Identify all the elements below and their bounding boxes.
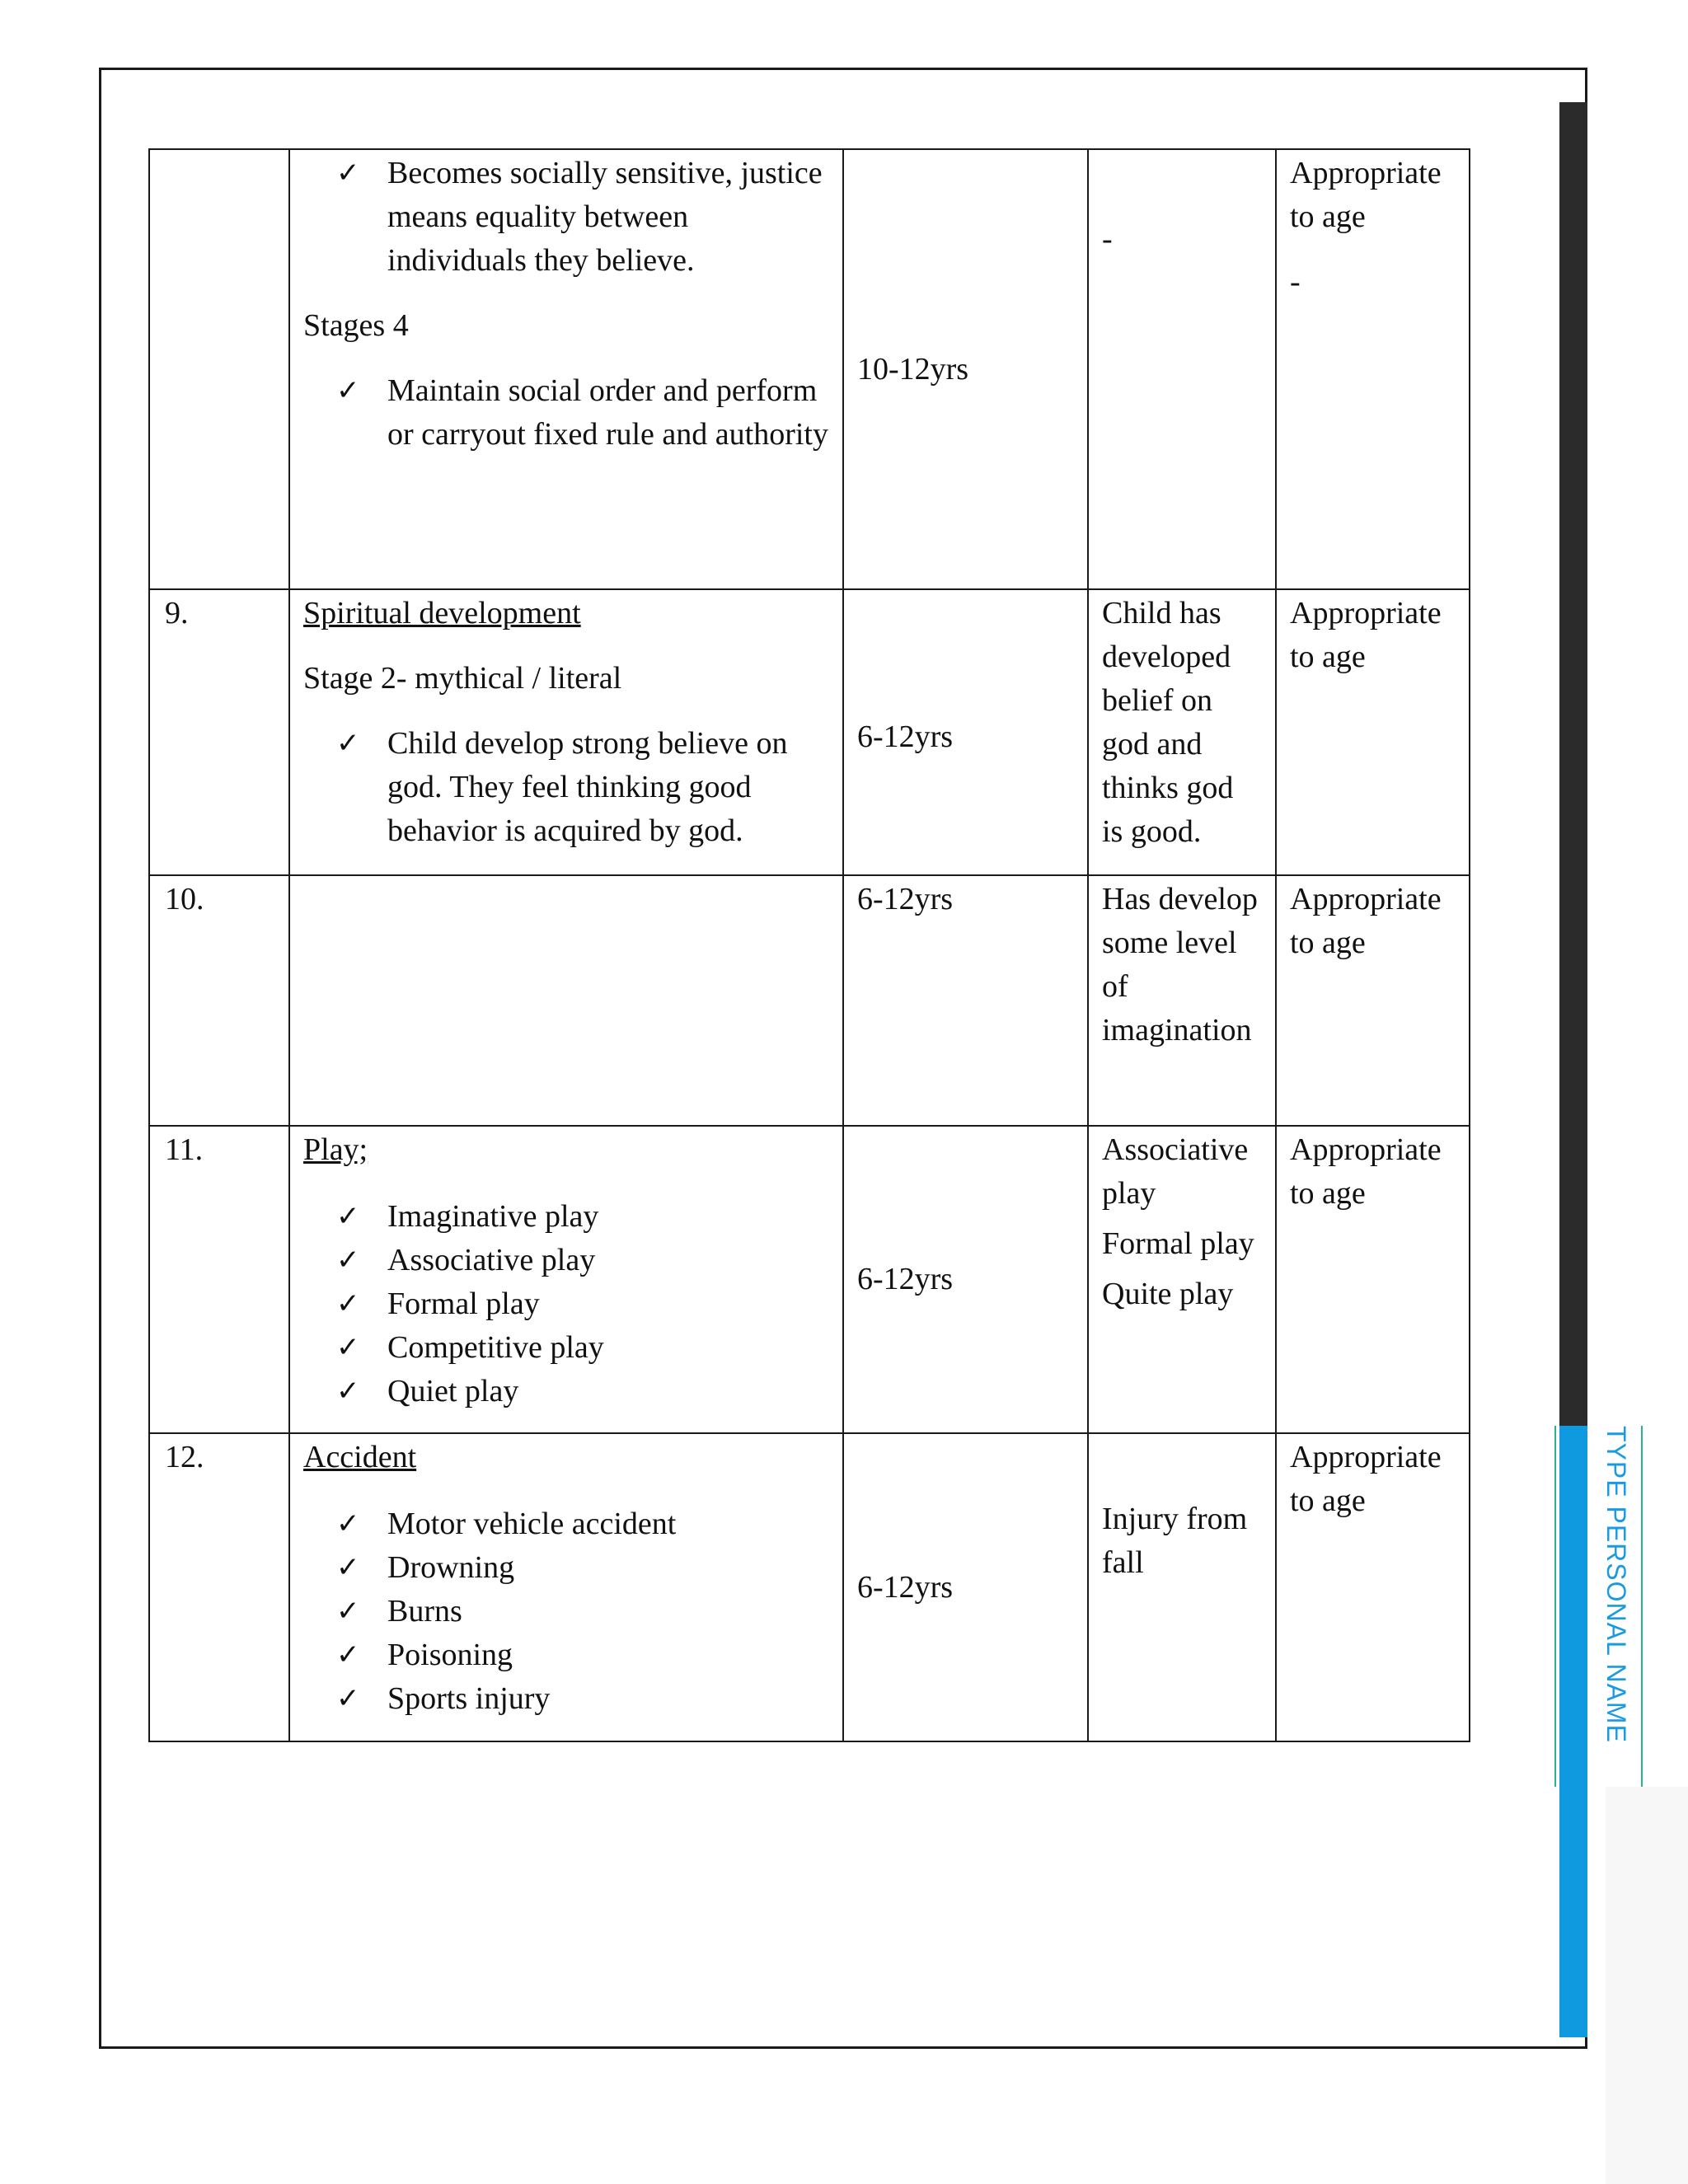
age-cell [843, 1126, 1088, 1433]
age-value: 6-12yrs [857, 882, 954, 916]
list-item-text: Quiet play [387, 1374, 519, 1408]
observation-text: Associative play [1102, 1132, 1249, 1211]
description-cell [289, 1126, 843, 1433]
row-number: 9. [165, 596, 189, 630]
list-item [336, 1282, 829, 1326]
table-row [149, 1433, 1470, 1741]
row-number-cell [149, 149, 289, 589]
observation-cell [1088, 1433, 1276, 1741]
table-row [149, 875, 1470, 1126]
list-item [336, 1370, 829, 1413]
age-value: 6-12yrs [857, 1569, 954, 1605]
check-icon: ✓ [336, 1244, 360, 1277]
observation-cell [1088, 875, 1276, 1126]
list-item-text: Motor vehicle accident [387, 1507, 677, 1541]
sidebar-accent-line [1641, 1426, 1643, 1787]
row-number: 11. [165, 1132, 204, 1167]
check-icon: ✓ [336, 157, 360, 190]
check-icon: ✓ [336, 1200, 360, 1233]
check-icon: ✓ [336, 1375, 360, 1408]
row-number: 10. [165, 882, 204, 916]
check-icon: ✓ [336, 1638, 360, 1671]
row-number-cell [149, 1433, 289, 1741]
age-cell [843, 1433, 1088, 1741]
checklist [303, 1502, 829, 1721]
remark-cell [1276, 1433, 1470, 1741]
list-item [336, 1502, 829, 1546]
sidebar-personal-name[interactable]: TYPE PERSONAL NAME [1601, 1426, 1631, 1743]
list-item [336, 1326, 829, 1370]
remark-text: Appropriate to age [1290, 156, 1442, 234]
list-item-text: Poisoning [387, 1638, 513, 1672]
check-icon: ✓ [336, 727, 360, 760]
list-item [336, 1195, 829, 1239]
development-table [148, 148, 1470, 1742]
list-item [336, 152, 829, 283]
list-item [336, 1633, 829, 1677]
age-cell [843, 875, 1088, 1126]
list-item-text: Formal play [387, 1286, 540, 1321]
list-item [336, 1546, 829, 1590]
row-number-cell [149, 589, 289, 875]
observation-text: Child has developed belief on god and thinks god is good. [1102, 596, 1234, 849]
remark-text: Appropriate to age [1290, 1440, 1442, 1518]
table-row [149, 1126, 1470, 1433]
description-cell [289, 1433, 843, 1741]
sidebar-light-strip [1606, 1787, 1688, 2184]
remark-cell [1276, 149, 1470, 589]
checklist [303, 369, 829, 457]
remark-cell [1276, 589, 1470, 875]
observation-text: Injury from fall [1102, 1502, 1248, 1580]
check-icon: ✓ [336, 1331, 360, 1364]
section-heading: Spiritual development [303, 596, 581, 630]
list-item [336, 369, 829, 457]
age-cell [843, 589, 1088, 875]
list-item [336, 1677, 829, 1721]
check-icon: ✓ [336, 1595, 360, 1628]
remark-cell [1276, 1126, 1470, 1433]
list-item [336, 1239, 829, 1282]
sidebar-accent-line [1554, 1426, 1556, 1787]
list-item [336, 722, 829, 853]
age-value: 10-12yrs [857, 351, 969, 387]
stage-label: Stage 2- mythical / literal [303, 661, 622, 696]
checklist [303, 152, 829, 283]
list-item-text: Associative play [387, 1243, 596, 1277]
row-number-cell [149, 1126, 289, 1433]
list-item-text: Competitive play [387, 1330, 604, 1365]
observation-text: - [1102, 222, 1113, 256]
section-heading: Play; [303, 1132, 368, 1167]
observation-cell [1088, 1126, 1276, 1433]
list-item-text: Child develop strong believe on god. They feel thinking good behavior is acquired by god. [387, 726, 788, 848]
age-value: 6-12yrs [857, 1262, 954, 1296]
checklist [303, 722, 829, 853]
remark-cell [1276, 875, 1470, 1126]
check-icon: ✓ [336, 374, 360, 407]
table-row [149, 589, 1470, 875]
table-row [149, 149, 1470, 589]
check-icon: ✓ [336, 1551, 360, 1584]
list-item-text: Sports injury [387, 1681, 551, 1716]
list-item-text: Drowning [387, 1550, 515, 1585]
observation-text: Quite play [1102, 1277, 1234, 1311]
observation-text: Has develop some level of imagination [1102, 882, 1258, 1047]
age-value: 6-12yrs [857, 719, 954, 754]
description-cell [289, 875, 843, 1126]
stage-label: Stages 4 [303, 308, 409, 343]
row-number [150, 150, 288, 153]
observation-cell [1088, 589, 1276, 875]
remark-secondary: - [1290, 265, 1301, 299]
row-number: 12. [165, 1440, 204, 1474]
list-item [336, 1590, 829, 1633]
remark-text: Appropriate to age [1290, 596, 1442, 674]
list-item-text: Maintain social order and perform or carryout fixed rule and authority [387, 373, 828, 452]
description-cell [289, 589, 843, 875]
sidebar-dark-bar [1559, 102, 1587, 1426]
age-cell [843, 149, 1088, 589]
list-item-text: Becomes socially sensitive, justice means equality between individuals they believe. [387, 156, 823, 278]
remark-text: Appropriate to age [1290, 1132, 1442, 1211]
observation-cell [1088, 149, 1276, 589]
description-cell [289, 149, 843, 589]
check-icon: ✓ [336, 1507, 360, 1540]
section-heading: Accident [303, 1440, 417, 1474]
list-item-text: Burns [387, 1594, 462, 1629]
list-item-text: Imaginative play [387, 1199, 599, 1234]
check-icon: ✓ [336, 1287, 360, 1320]
row-number-cell [149, 875, 289, 1126]
observation-text: Formal play [1102, 1226, 1254, 1261]
remark-text: Appropriate to age [1290, 882, 1442, 960]
checklist [303, 1195, 829, 1413]
check-icon: ✓ [336, 1682, 360, 1715]
